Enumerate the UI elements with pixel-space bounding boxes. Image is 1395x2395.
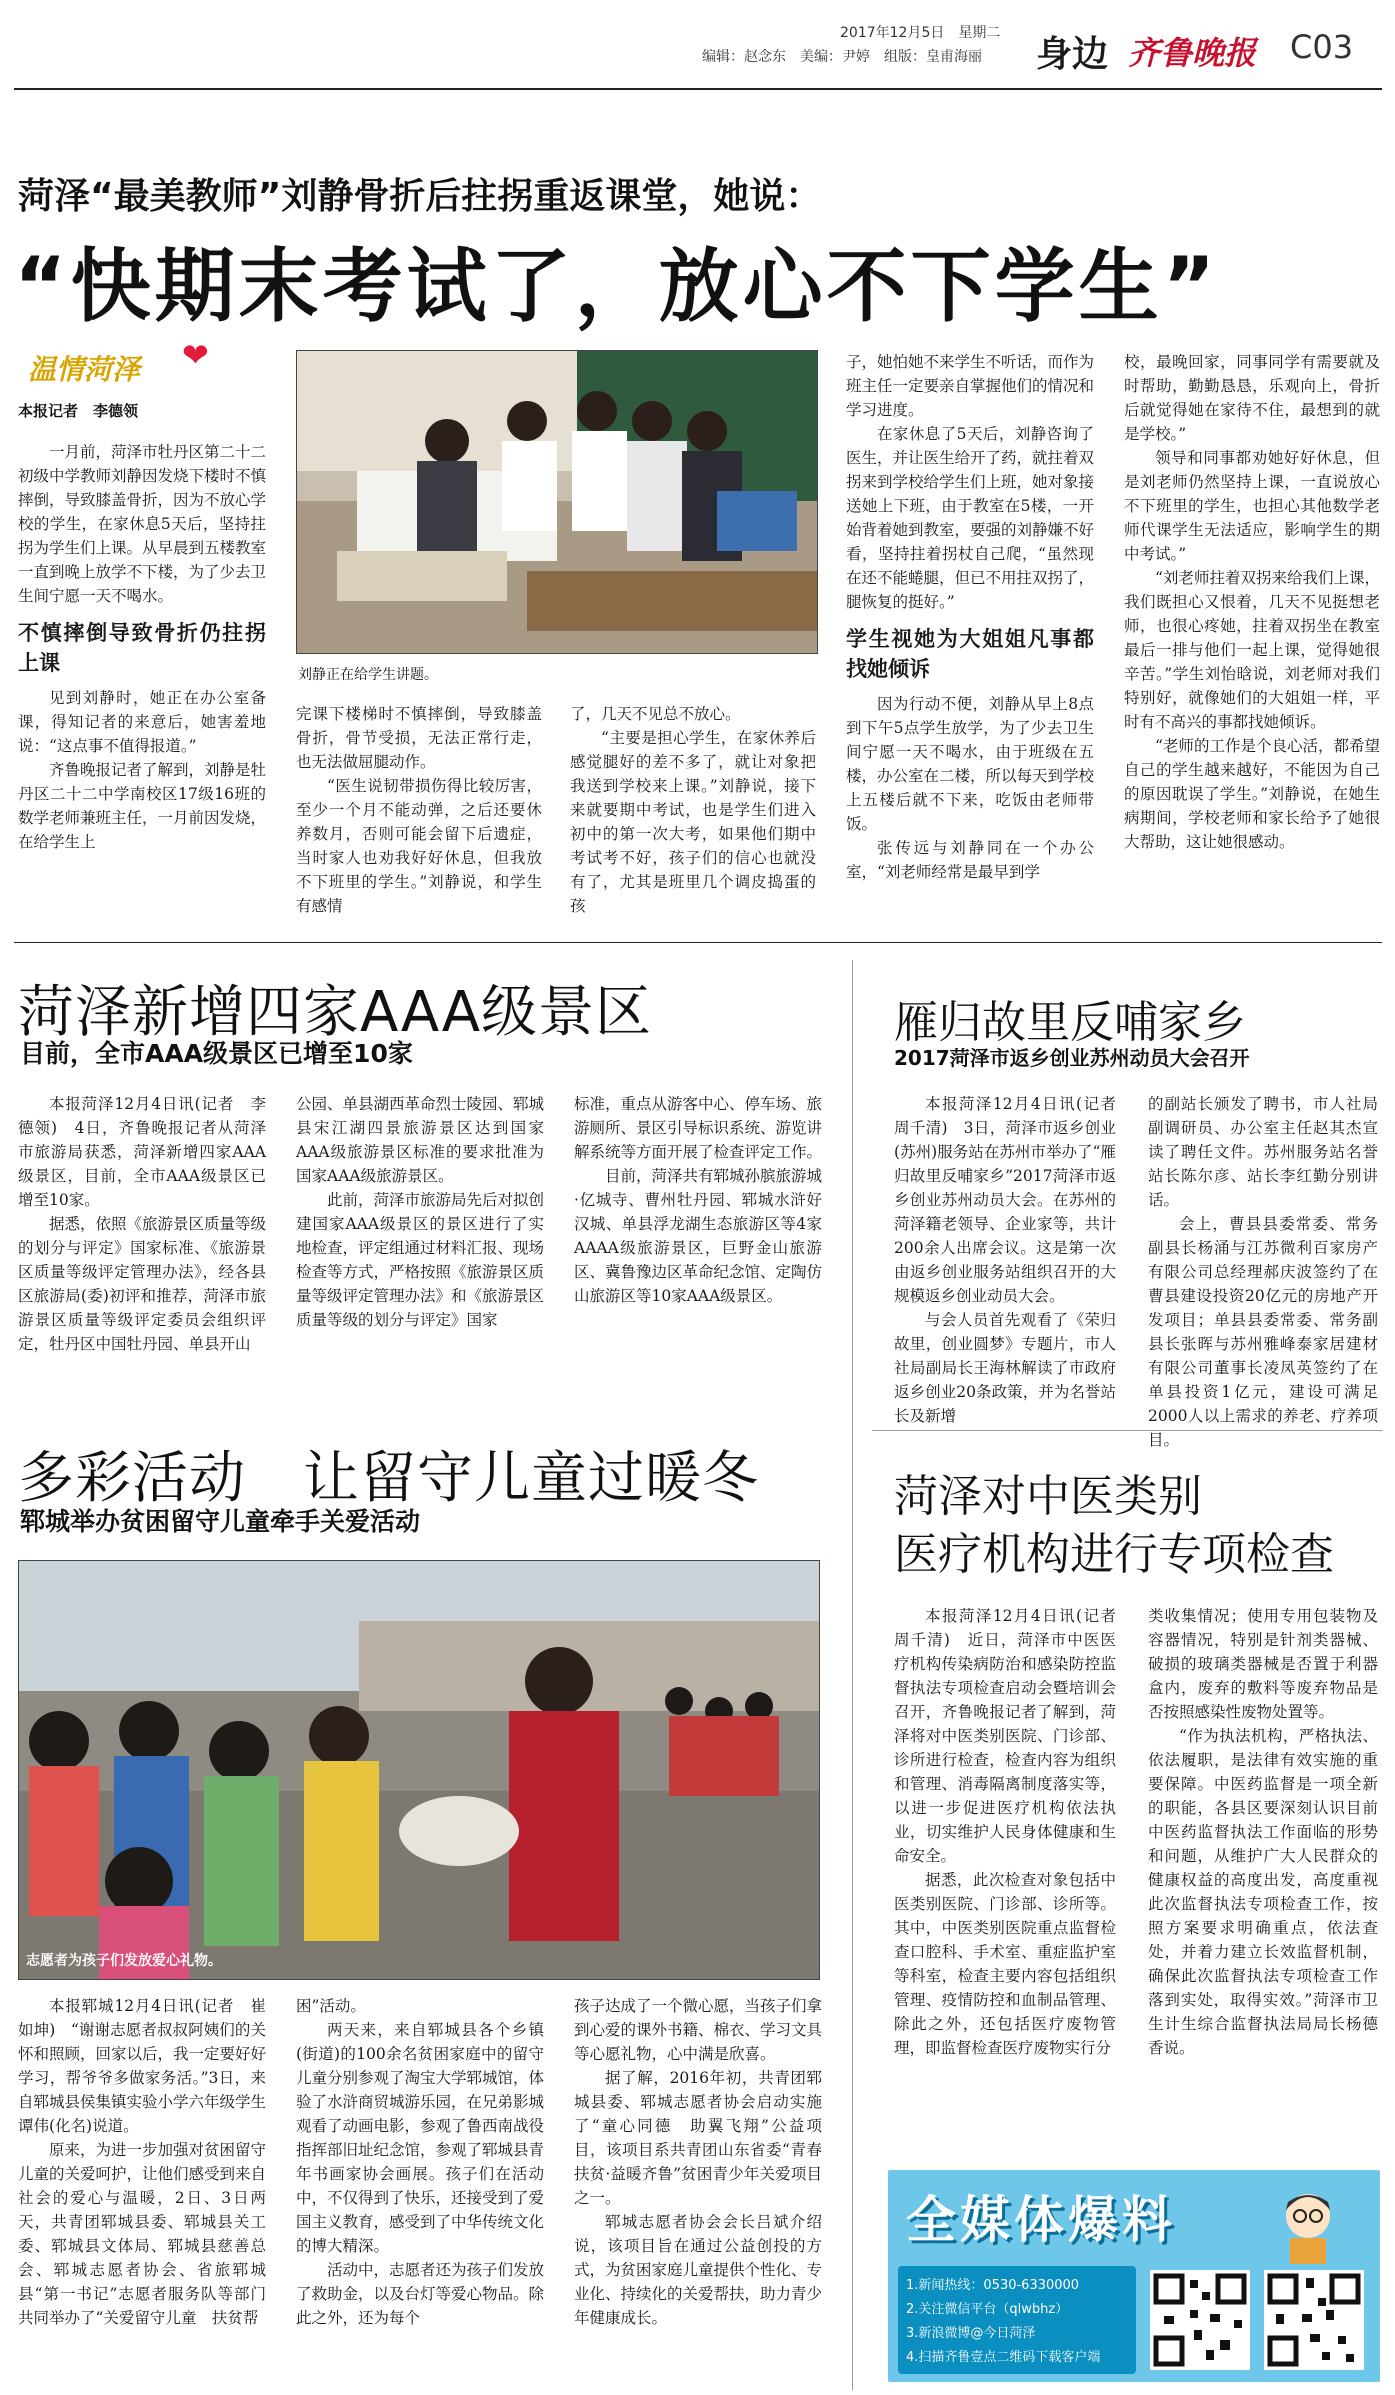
staff-credits: 编辑：赵念东 美编：尹婷 组版：皇甫海丽 <box>702 49 982 65</box>
cartoon-reporter-svg <box>1268 2184 1348 2264</box>
story1-para2: 见到刘静时，她正在办公室备课，得知记者的来意后，她害羞地说：“这点事不值得报道。” <box>18 689 266 755</box>
story1-para14: “刘老师拄着双拐来给我们上课，我们既担心又恨着，几天不见挺想老师，也很心疼她，拄着双拐坐在教室最后一排与他们一起上课，觉得她很辛苦。”学生刘怡晗说，刘老师对我们特别好，就像她们的大姐姐一样，平时有不高兴的事都找她倾诉。 <box>1124 569 1380 731</box>
paper-logo: 齐鲁晚报 <box>1128 34 1257 72</box>
weekday-text: 星期二 <box>958 25 1001 41</box>
story1-kicker: 菏泽“最美教师”刘静骨折后拄拐重返课堂，她说： <box>18 176 822 217</box>
story1-para13: 领导和同事都劝她好好休息，但是刘老师仍然坚持上课，一直说放心不下班里的学生，也担心其他数学老师代课学生无法适应，影响学生的期中考试。” <box>1124 449 1380 563</box>
story4-headline: 多彩活动 让留守儿童过暖冬 <box>18 1446 759 1511</box>
story2-col1 <box>18 1092 266 1412</box>
story4-para6: 孩子达成了一个微心愿，当孩子们拿到心爱的课外书籍、棉衣、学习文具等心愿礼物，心中满是欣喜。 <box>574 1997 823 2063</box>
story1-para3: 齐鲁晚报记者了解到，刘静是牡丹区二十二中学南校区17级16班的数学老师兼班主任，一月前因发烧，在给学生上 <box>18 761 267 851</box>
story1-para12: 校，最晚回家，同事同学有需要就及时帮助，勤勤恳恳，乐观向上，骨折后就觉得她在家待不住，最想到的就是学校。” <box>1124 353 1380 443</box>
story1-photo-caption: 刘静正在给学生讲题。 <box>298 667 438 683</box>
children-photo <box>18 1560 820 1980</box>
story2-headline: 菏泽新增四家AAA级景区 <box>18 980 653 1045</box>
story5-para3: 类收集情况；使用专用包装物及容器情况，特别是针剂类器械、破损的玻璃类器械是否置于利器盒内，废弃的敷料等废弃物品是否按照感染性废物处置等。 <box>1148 1607 1378 1721</box>
story1-para4: 完课下楼梯时不慎摔倒，导致膝盖骨折，骨节受损，无法正常行走，也无法做屈腿动作。 <box>296 705 542 771</box>
story4-photo-caption: 志愿者为孩子们发放爱心礼物。 <box>26 1953 222 1969</box>
ad-app: 4.扫描齐鲁壹点二维码下载客户端 <box>906 2350 1101 2365</box>
teacher-photo-image <box>297 351 817 653</box>
masthead-rule <box>14 88 1382 90</box>
column-logo: 温情菏泽 <box>28 353 141 386</box>
story4-para7: 据了解，2016年初，共青团郓城县委、郓城志愿者协会启动实施了“童心同德 助翼飞翔”公益项目，该项目系共青团山东省委“青春扶贫·益暖齐鲁”贫困青少年关爱项目之一。 <box>574 2069 822 2207</box>
children-photo-image <box>19 1561 819 1979</box>
story1-rule <box>14 942 1382 943</box>
story2-para4: 此前，菏泽市旅游局先后对拟创建国家AAA级景区的景区进行了实地检查，评定组通过材料汇报、现场检查等方式，严格按照《旅游景区质量等级评定管理办法》和《旅游景区质量等级的划分与评定》国家 <box>296 1191 545 1329</box>
story2-para6: 目前，菏泽共有郓城孙膑旅游城·亿城寺、曹州牡丹园、郓城水浒好汉城、单县浮龙湖生态旅游区等4家AAAA级旅游景区，巨野金山旅游区、冀鲁豫边区革命纪念馆、定陶仿山旅游区等10家AAA级景区。 <box>574 1167 823 1305</box>
story4-para8: 郓城志愿者协会会长吕斌介绍说，该项目旨在通过公益创投的方式，为贫困家庭儿童提供个性化、专业化、持续化的关爱帮扶，助力青少年健康成长。 <box>574 2213 823 2327</box>
story5-col1 <box>894 1604 1132 2134</box>
story5-para1: 本报菏泽12月4日讯(记者 周千清) 近日，菏泽市中医医疗机构传染病防治和感染防控监督执法专项检查启动会暨培训会召开，齐鲁晚报记者了解到，菏泽将对中医类别医院、门诊部、诊所进行检查，检查内容为组织和管理、消毒隔离制度落实等，以进一步促进医疗机构依法执业，切实维护人民身体健康和生命安全。 <box>894 1607 1132 1865</box>
story4-para1: 本报郓城12月4日讯(记者 崔如坤) “谢谢志愿者叔叔阿姨们的关怀和照顾，回家以后，我一定要好好学习，帮爷爷多做家务活。”3日，来自郓城县侯集镇实验小学六年级学生谭伟(化名)说道。 <box>18 1997 267 2135</box>
story5-para4: “作为执法机构，严格执法、依法履职，是法律有效实施的重要保障。中医药监督是一项全新的职能，各县区要深刻认识目前中医药监督执法工作面临的形势和问题，从维护广大人民群众的健康权益的高度出发，高度重视此次监督执法专项检查工作，按照方案要求明确重点，依法查处，并着力建立长效监督机制，确保此次监督执法专项检查工作落到实处，取得实效。”菏泽市卫生计生综合监督执法局局长杨德香说。 <box>1148 1727 1378 2057</box>
story1-para1: 一月前，菏泽市牡丹区第二十二初级中学教师刘静因发烧下楼时不慎摔倒，导致膝盖骨折，因为不放心学校的学生，在家休息5天后，坚持拄拐为学生们上课。从早晨到五楼教室一直到晚上放学不下楼，为了少去卫生间宁愿一天不喝水。 <box>18 443 267 605</box>
story4-col1 <box>18 1994 266 2389</box>
story2-col3 <box>574 1092 822 1412</box>
story5-headline-line2: 医疗机构进行专项检查 <box>894 1529 1334 1580</box>
story2-subhead: 目前，全市AAA级景区已增至10家 <box>20 1039 413 1068</box>
story1-col3 <box>570 702 816 922</box>
ad-hotline: 1.新闻热线：0530-6330000 <box>906 2278 1080 2293</box>
story1-byline: 本报记者 李德领 <box>18 402 139 420</box>
story3-para1: 本报菏泽12月4日讯(记者 周千清) 3日，菏泽市返乡创业(苏州)服务站在苏州市举办了“雁归故里反哺家乡”2017菏泽市返乡创业苏州动员大会。在苏州的菏泽籍老领导、企业家等，共计200余人出席会议。这是第一次由返乡创业服务站组织召开的大规模返乡创业动员大会。 <box>894 1095 1132 1305</box>
story1-para9: 在家休息了5天后，刘静咨询了医生，并让医生给开了药，就拄着双拐来到学校给学生们上班，她对象接送她上下班，由于教室在5楼，一开始背着她到教室，要强的刘静嫌不好看，坚持拄着拐杖自己爬，“虽然现在还不能蜷腿，但已不用拄双拐了，腿恢复的挺好。” <box>846 425 1095 611</box>
date-text: 2017年12月5日 <box>840 25 945 41</box>
ad-wechat: 2.关注微信平台（qlwbhz） <box>906 2302 1069 2317</box>
story1-headline: “快期末考试了，放心不下学生” <box>14 240 1220 333</box>
story3-col1 <box>894 1092 1132 1425</box>
story3-col2 <box>1148 1092 1378 1449</box>
story4-col2 <box>296 1994 544 2389</box>
ad-weibo: 3.新浪微博@今日菏泽 <box>906 2326 1036 2341</box>
story1-subhead1: 不慎摔倒导致骨折仍拄拐上课 <box>18 621 266 675</box>
story1-para10: 因为行动不便，刘静从早上8点到下午5点学生放学，为了少去卫生间宁愿一天不喝水，由于班级在五楼，办公室在二楼，所以每天到学校上五楼后就不下来，吃饭由老师带饭。 <box>846 695 1095 833</box>
heart-icon: ❤ <box>182 336 209 374</box>
qr-code-svg-2 <box>1264 2270 1364 2370</box>
qr-code-svg-1 <box>1150 2270 1250 2370</box>
story1-para6: 了，几天不见总不放心。 <box>570 705 741 723</box>
story1-para11: 张传远与刘静同在一个办公室，“刘老师经常是最早到学 <box>846 839 1094 881</box>
story4-para3: 困”活动。 <box>296 1997 366 2015</box>
story3-para2: 与会人员首先观看了《荣归故里，创业圆梦》专题片，市人社局副局长王海林解读了市政府返乡创业20条政策，并为名誉站长及新增 <box>894 1311 1116 1425</box>
story4-subhead: 郓城举办贫困留守儿童牵手关爱活动 <box>20 1507 421 1536</box>
story3-para3: 的副站长颁发了聘书，市人社局副调研员、办公室主任赵其杰宣读了聘任文件。苏州服务站名誉站长陈尔彦、站长李红勤分别讲话。 <box>1148 1095 1378 1209</box>
story2-para5: 标准，重点从游客中心、停车场、旅游厕所、景区引导标识系统、游览讲解系统等方面开展了检查评定工作。 <box>574 1095 823 1161</box>
qr-code-icon-1 <box>1150 2270 1250 2370</box>
story2-para2: 据悉，依照《旅游景区质量等级的划分与评定》国家标准、《旅游景区质量等级评定管理办法》，经各县区旅游局(委)初评和推荐，菏泽市旅游景区质量等级评定委员会组织评定，牡丹区中国牡丹园、单县开山 <box>18 1215 267 1353</box>
story3-subhead: 2017菏泽市返乡创业苏州动员大会召开 <box>894 1046 1250 1070</box>
story5-para2: 据悉，此次检查对象包括中医类别医院、门诊部、诊所等。其中，中医类别医院重点监督检查口腔科、手术室、重症监护室等科室，检查主要内容包括组织管理、疫情防控和血制品管理、除此之外，还包括医疗废物管理，即监督检查医疗废物实行分 <box>894 1871 1116 2057</box>
story4-para4: 两天来，来自郓城县各个乡镇(街道)的100余名贫困家庭中的留守儿童分别参观了淘宝大学郓城馆，体验了水浒商贸城游乐园，在兄弟影城观看了动画电影，参观了鲁西南战役指挥部旧址纪念馆，参观了郓城县青年书画家协会画展。孩子们在活动中，不仅得到了快乐，还接受到了爱国主义教育，感受到了中华传统文化的博大精深。 <box>296 2021 545 2255</box>
story2-col2 <box>296 1092 544 1412</box>
story1-col2 <box>296 702 542 922</box>
story1-para8: 子，她怕她不来学生不听话，而作为班主任一定要亲自掌握他们的情况和学习进度。 <box>846 353 1095 419</box>
story1-para7: “主要是担心学生，在家休养后感觉腿好的差不多了，就让对象把我送到学校来上课。”刘静说，接下来就要期中考试，也是学生们进入初中的第一次大考，如果他们期中考试考不好，孩子们的信心也就没有了，尤其是班里几个调皮捣蛋的孩 <box>570 729 816 915</box>
story5-headline-line1: 菏泽对中医类别 <box>894 1471 1202 1522</box>
story1-subhead2: 学生视她为大姐姐凡事都找她倾诉 <box>846 627 1094 681</box>
media-tipoff-ad <box>888 2170 1380 2382</box>
story5-col2 <box>1148 1604 1378 2134</box>
story2-para1: 本报菏泽12月4日讯(记者 李德领) 4日，齐鲁晚报记者从菏泽市旅游局获悉，菏泽新增四家AAA级景区，目前，全市AAA级景区已增至10家。 <box>18 1095 266 1209</box>
page-number: C03 <box>1290 28 1354 66</box>
cartoon-reporter-icon <box>1268 2184 1348 2264</box>
story4-para5: 活动中，志愿者还为孩子们发放了救助金，以及台灯等爱心物品。除此之外，还为每个 <box>296 2261 545 2327</box>
section-name: 身边 <box>1036 34 1109 75</box>
story1-para15: “老师的工作是个良心活，都希望自己的学生越来越好，不能因为自己的原因耽误了学生。”刘静说，在她生病期间，学校老师和家长给予了她很大帮助，这让她很感动。 <box>1124 737 1380 851</box>
qr-code-icon-2 <box>1264 2270 1364 2370</box>
story4-para2: 原来，为进一步加强对贫困留守儿童的关爱呵护，让他们感受到来自社会的爱心与温暖，2日、3日两天，共青团郓城县委、郓城县关工委、郓城县文体局、郓城县慈善总会、郓城志愿者协会、省旅郓城县“第一书记”志愿者服务队等部门共同举办了“关爱留守儿童 扶贫帮 <box>18 2141 267 2327</box>
story3-headline: 雁归故里反哺家乡 <box>894 997 1246 1048</box>
column-divider <box>852 960 853 2390</box>
teacher-photo <box>296 350 818 654</box>
issue-date <box>840 22 1000 42</box>
story4-col3 <box>574 1994 822 2389</box>
story3-para4: 会上，曹县县委常委、常务副县长杨涌与江苏微利百家房产有限公司总经理郝庆波签约了在曹县建设投资20亿元的房地产开发项目；单县县委常委、常务副县长张晖与苏州雅峰泰家居建材有限公司董事长凌凤英签约了在单县投资1亿元，建设可满足2000人以上需求的养老、疗养项目。 <box>1148 1215 1378 1449</box>
ad-title: 全媒体爆料 <box>906 2191 1176 2249</box>
story1-col5 <box>1124 350 1380 922</box>
story1-para5: “医生说韧带损伤得比较厉害，至少一个月不能动弹，之后还要休养数月，否则可能会留下后遗症，当时家人也劝我好好休息，但我放不下班里的学生。”刘静说，和学生有感情 <box>296 777 542 915</box>
story3-rule <box>872 1430 1382 1431</box>
story1-col4 <box>846 350 1094 922</box>
story2-para3: 公园、单县湖西革命烈士陵园、郓城县宋江湖四景旅游景区达到国家AAA级旅游景区标准的要求批准为国家AAA级旅游景区。 <box>296 1095 545 1185</box>
story1-col1 <box>18 440 266 920</box>
